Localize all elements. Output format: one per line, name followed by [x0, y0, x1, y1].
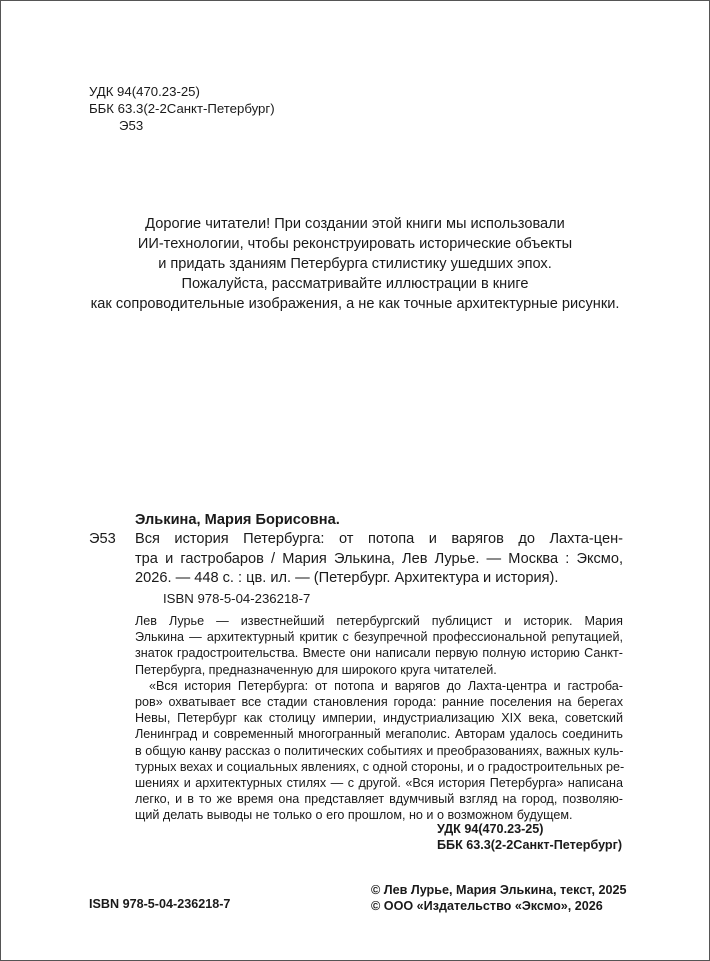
footer-isbn: ISBN 978-5-04-236218-7	[89, 897, 231, 911]
notice-line: ИИ-технологии, чтобы реконструировать исторические объекты	[137, 236, 573, 252]
annotation-line: в общую канву рассказ о политических событиях и преобразованиях, важных куль-	[135, 743, 624, 758]
description-line: 2026. — 448 с. : цв. ил. — (Петербург. Архитектура и история).	[135, 570, 559, 586]
annotation-line: легко, и в то же время она представляет вдумчивый взгляд на город, позволяю-	[135, 792, 623, 807]
description-line: тра и гастробаров / Мария Элькина, Лев Лурье. — Москва : Эксмо,	[135, 550, 623, 567]
author-mark: Э53	[119, 118, 144, 133]
ai-notice	[1, 214, 709, 314]
annotation-line: знаток градостроительства. Вместе они написали первую полную историю Санкт-	[135, 646, 623, 661]
description-line: Вся история Петербурга: от потопа и варягов до Лахта-цен-	[135, 531, 623, 547]
notice-line: Дорогие читатели! При создании этой книги мы использовали	[145, 216, 565, 232]
annotation-line: «Вся история Петербурга: от потопа и варягов до Лахта-центра и гастроба-	[149, 678, 623, 693]
annotation-line: Петербурга, предназначенную для широкого круга читателей.	[135, 662, 497, 677]
udk-code-bottom: УДК 94(470.23-25)	[437, 822, 544, 836]
annotation-line: щий делать выводы не только о его прошлом, но и о возможном будущем.	[135, 808, 573, 823]
annotation-line: Лев Лурье — известнейший петербургский публицист и историк. Мария	[135, 614, 623, 628]
annotation-line: турных вехах и социальных явлениях, с одной стороны, и о градостроительных ре-	[135, 759, 625, 774]
bbk-code-bottom: ББК 63.3(2-2Санкт-Петербург)	[437, 838, 623, 852]
annotation	[135, 613, 623, 824]
annotation-line: Ленинград и современный многогранный мегаполис. Авторам удалось соединить	[135, 727, 623, 742]
annotation-line: шениях и архитектурных стилях — с другой. «Вся история Петербурга» написана	[135, 776, 623, 791]
annotation-line: ров» охватывает все стадии становления города: ранние поселения на берегах	[135, 695, 623, 710]
annotation-line: Элькина — архитектурный критик с безупречной профессиональной репутацией,	[135, 630, 623, 645]
catalog-author-mark: Э53	[89, 531, 116, 547]
annotation-line: Невы, Петербург как столицу империи, индустриализацию XIX века, советский	[135, 711, 623, 726]
udk-code: УДК 94(470.23-25)	[89, 84, 200, 99]
notice-line: как сопроводительные изображения, а не как точные архитектурные рисунки.	[90, 296, 620, 312]
copyright-publisher: © ООО «Издательство «Эксмо», 2026	[371, 899, 603, 913]
author-heading: Элькина, Мария Борисовна.	[135, 512, 340, 528]
notice-line: Пожалуйста, рассматривайте иллюстрации в книге	[181, 276, 529, 292]
copyright-authors: © Лев Лурье, Мария Элькина, текст, 2025	[371, 883, 627, 897]
catalog-isbn: ISBN 978-5-04-236218-7	[163, 591, 311, 606]
bbk-code: ББК 63.3(2-2Санкт-Петербург)	[89, 101, 275, 116]
notice-line: и придать зданиям Петербурга стилистику ушедших эпох.	[158, 256, 552, 272]
bibliographic-description	[135, 530, 623, 589]
